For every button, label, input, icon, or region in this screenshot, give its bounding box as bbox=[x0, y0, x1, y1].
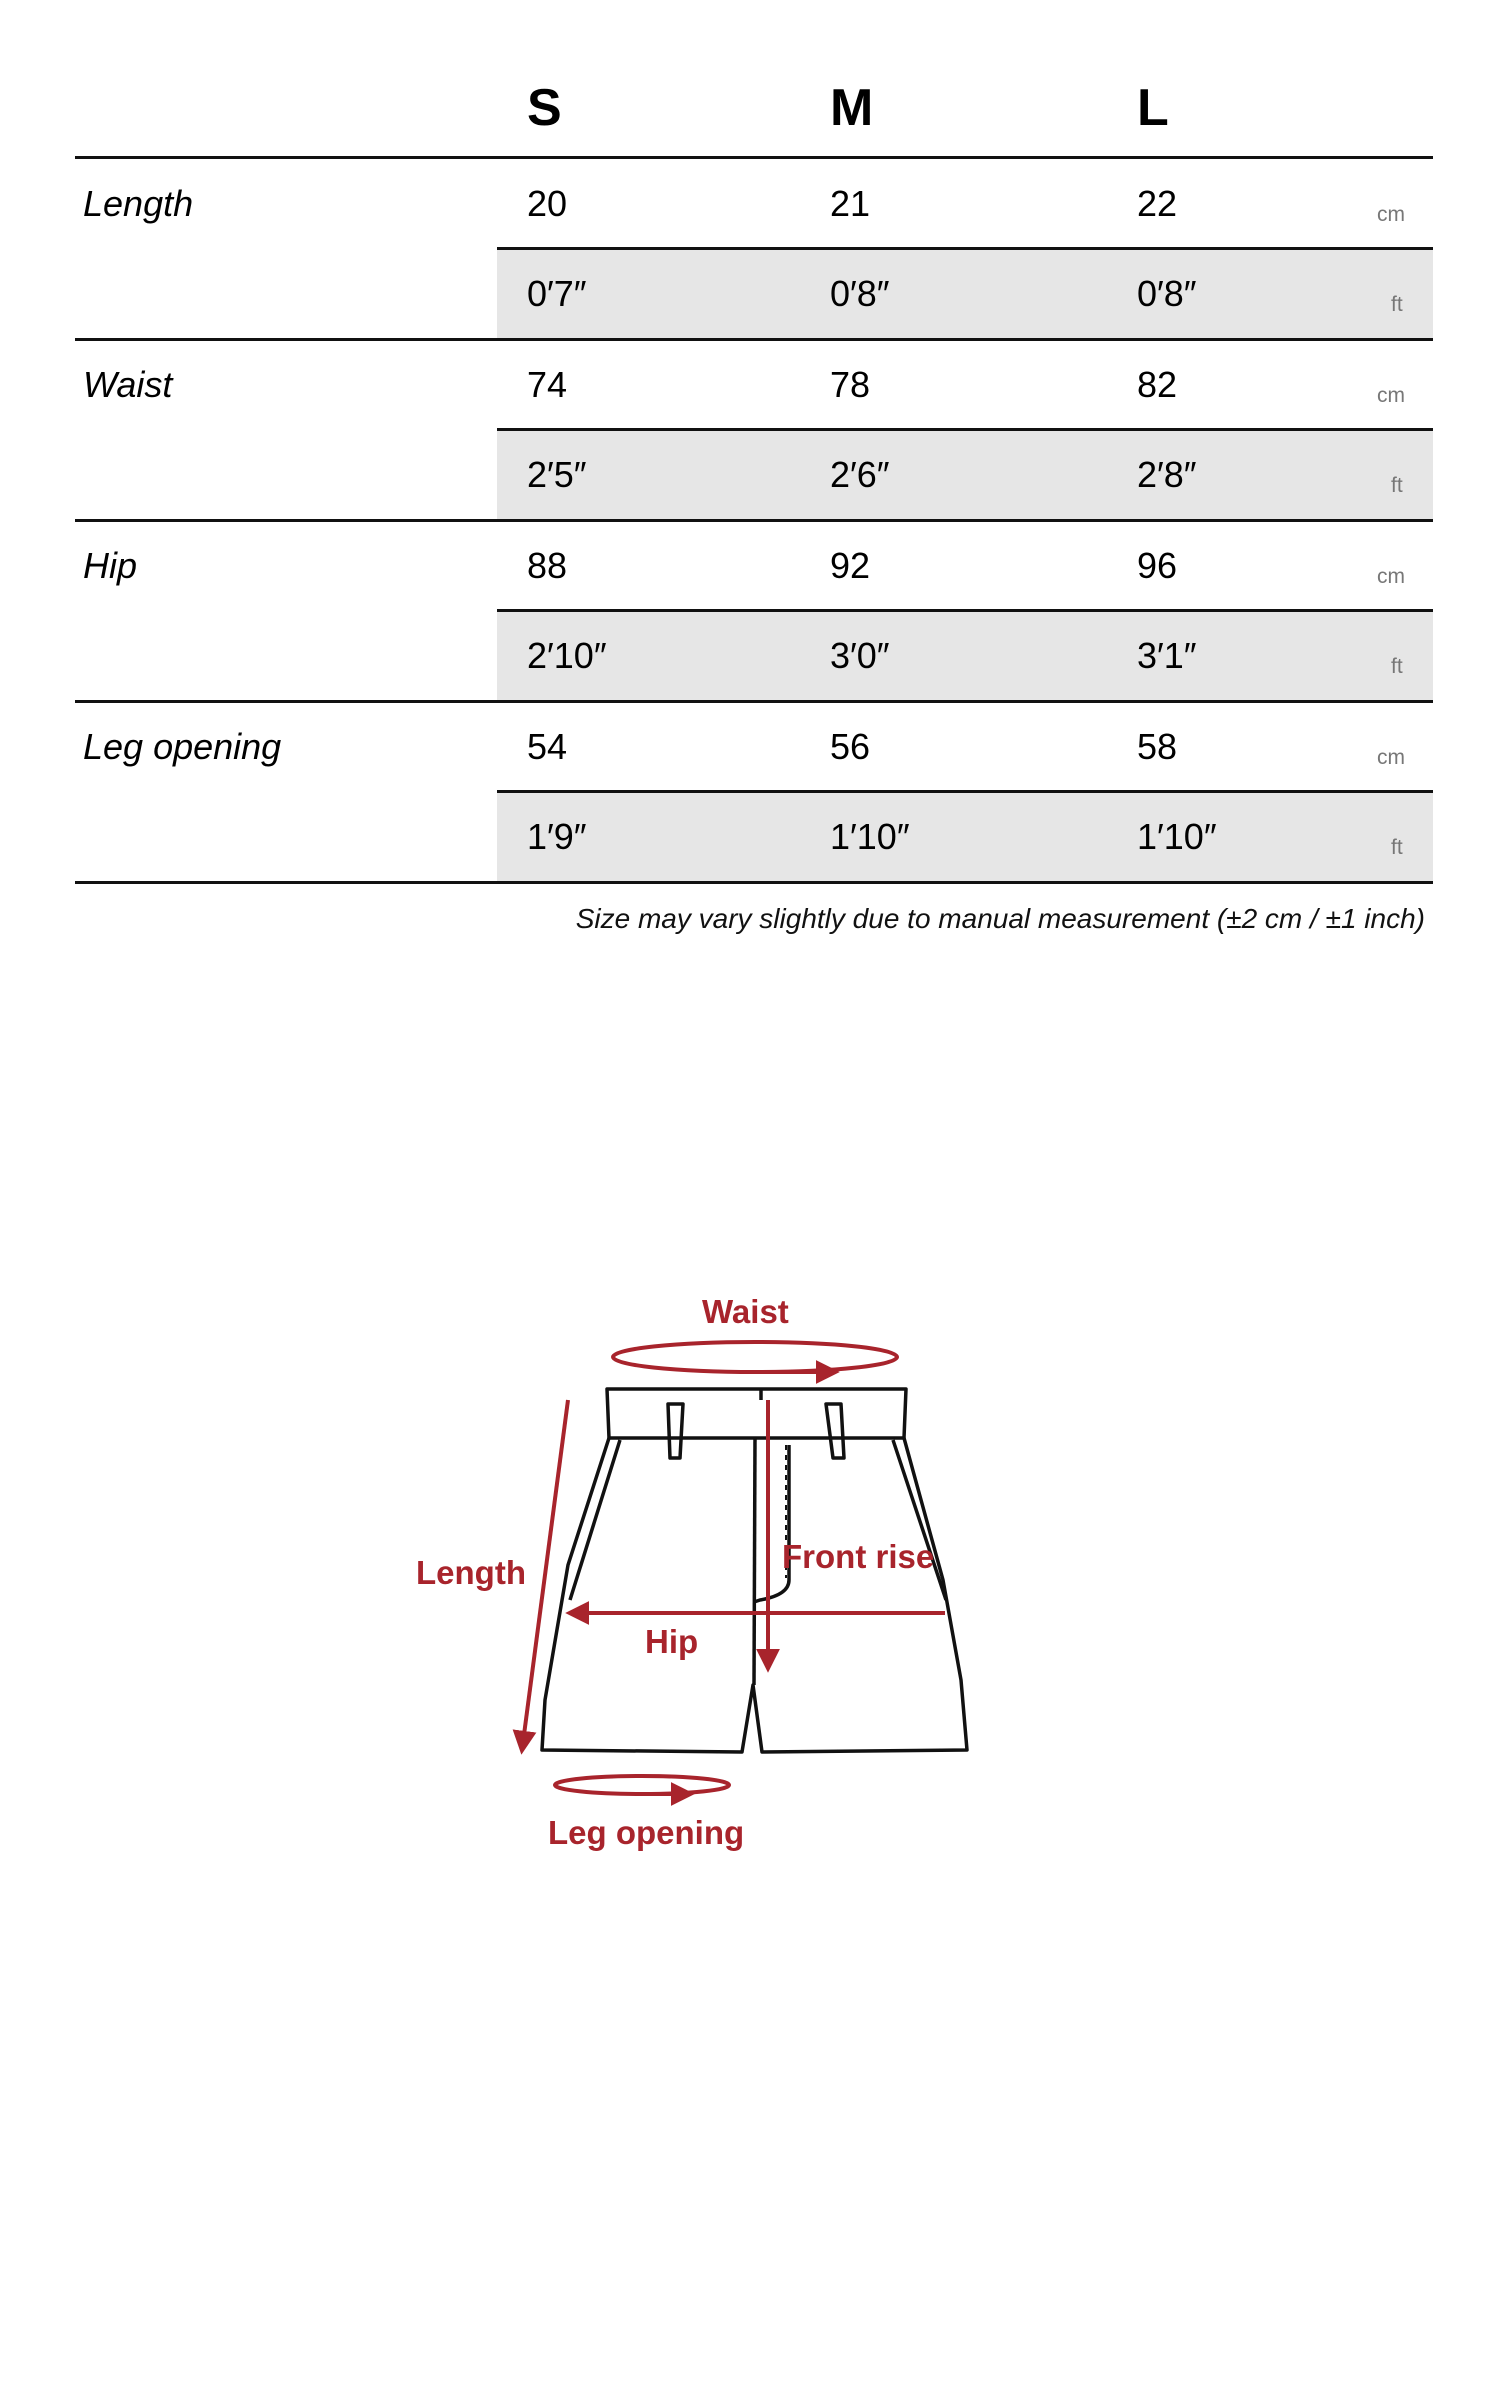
leg-opening-arrow-icon bbox=[555, 1776, 729, 1794]
cell-length-m-ft: 0′8″ bbox=[830, 273, 890, 314]
cell-length-m-cm: 21 bbox=[830, 183, 871, 224]
size-header-m: M bbox=[830, 79, 874, 137]
cell-waist-m-ft: 2′6″ bbox=[830, 454, 890, 495]
measurement-note: Size may vary slightly due to manual measurement (±2 cm / ±1 inch) bbox=[575, 903, 1425, 934]
unit-cm: cm bbox=[1377, 565, 1405, 588]
cell-hip-l-ft: 3′1″ bbox=[1137, 635, 1197, 676]
unit-cm: cm bbox=[1377, 746, 1405, 769]
unit-ft: ft bbox=[1391, 836, 1403, 859]
unit-cm: cm bbox=[1377, 384, 1405, 407]
imperial-row-bg bbox=[497, 612, 1433, 700]
cell-hip-l-cm: 96 bbox=[1137, 545, 1178, 586]
unit-cm: cm bbox=[1377, 203, 1405, 226]
imperial-row-bg bbox=[497, 793, 1433, 881]
hip-label: Hip bbox=[645, 1623, 699, 1660]
cell-length-l-ft: 0′8″ bbox=[1137, 273, 1197, 314]
cell-waist-l-ft: 2′8″ bbox=[1137, 454, 1197, 495]
row-label-length: Length bbox=[83, 183, 194, 224]
waist-label: Waist bbox=[702, 1293, 789, 1330]
cell-hip-s-ft: 2′10″ bbox=[527, 635, 607, 676]
unit-ft: ft bbox=[1391, 474, 1403, 497]
cell-length-s-ft: 0′7″ bbox=[527, 273, 587, 314]
size-header-l: L bbox=[1137, 79, 1169, 137]
divider bbox=[497, 428, 1433, 431]
cell-leg-opening-s-ft: 1′9″ bbox=[527, 816, 587, 857]
divider bbox=[497, 247, 1433, 250]
divider bbox=[75, 519, 1433, 522]
row-label-leg-opening: Leg opening bbox=[83, 726, 282, 767]
front-rise-label: Front rise bbox=[782, 1538, 935, 1575]
divider bbox=[75, 156, 1433, 159]
cell-hip-m-cm: 92 bbox=[830, 545, 871, 586]
cell-hip-m-ft: 3′0″ bbox=[830, 635, 890, 676]
cell-length-s-cm: 20 bbox=[527, 183, 568, 224]
waist-arrow-icon bbox=[613, 1342, 897, 1372]
shorts-illustration bbox=[0, 1240, 1500, 1920]
row-label-hip: Hip bbox=[83, 545, 138, 586]
cell-leg-opening-l-ft: 1′10″ bbox=[1137, 816, 1217, 857]
cell-hip-s-cm: 88 bbox=[527, 545, 568, 586]
cell-leg-opening-m-cm: 56 bbox=[830, 726, 871, 767]
divider bbox=[75, 881, 1433, 884]
divider bbox=[497, 609, 1433, 612]
measurement-diagram bbox=[0, 1240, 1500, 1920]
leg-opening-label: Leg opening bbox=[548, 1814, 745, 1851]
divider bbox=[497, 790, 1433, 793]
cell-leg-opening-l-cm: 58 bbox=[1137, 726, 1178, 767]
cell-waist-s-cm: 74 bbox=[527, 364, 568, 405]
row-label-waist: Waist bbox=[83, 364, 173, 405]
divider bbox=[75, 338, 1433, 341]
length-label: Length bbox=[416, 1554, 526, 1591]
cell-length-l-cm: 22 bbox=[1137, 183, 1178, 224]
cell-waist-m-cm: 78 bbox=[830, 364, 871, 405]
size-header-s: S bbox=[527, 79, 562, 137]
imperial-row-bg bbox=[497, 250, 1433, 338]
cell-leg-opening-m-ft: 1′10″ bbox=[830, 816, 910, 857]
unit-ft: ft bbox=[1391, 655, 1403, 678]
cell-waist-l-cm: 82 bbox=[1137, 364, 1178, 405]
divider bbox=[75, 700, 1433, 703]
cell-waist-s-ft: 2′5″ bbox=[527, 454, 587, 495]
unit-ft: ft bbox=[1391, 293, 1403, 316]
imperial-row-bg bbox=[497, 431, 1433, 519]
cell-leg-opening-s-cm: 54 bbox=[527, 726, 568, 767]
